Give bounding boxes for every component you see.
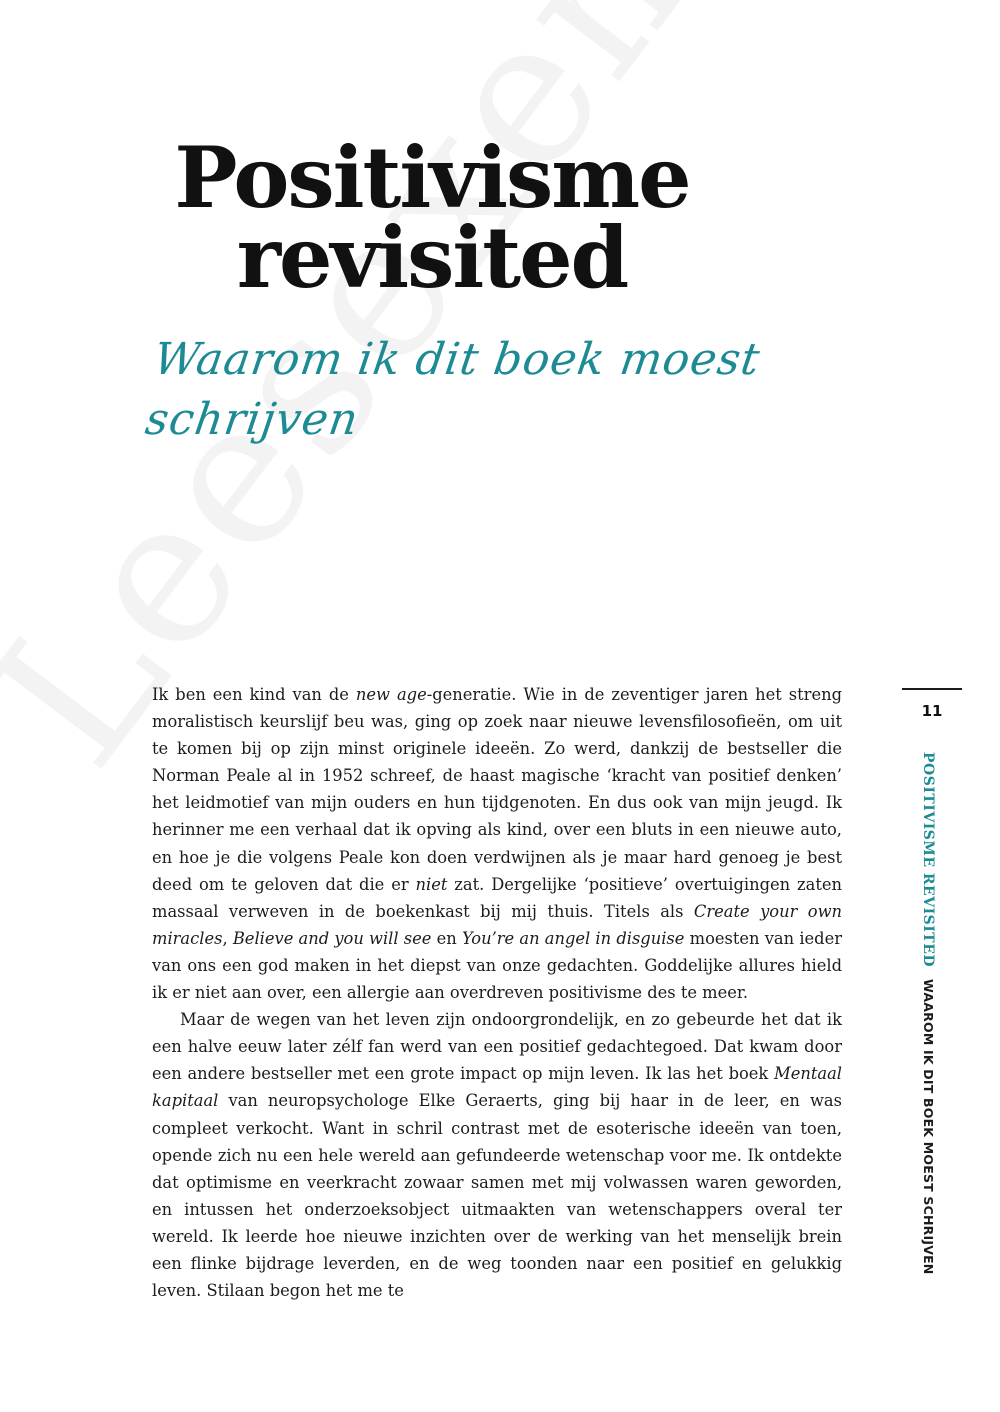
chapter-title [152,128,712,307]
chapter-subtitle: Waarom ik dit boek moest schrijven [142,334,764,445]
italic-run: Mentaal kapitaal [152,1064,842,1111]
italic-run: niet [415,874,448,894]
text-run: en [431,928,462,948]
text-run: -generatie. Wie in de zeventiger jaren het streng moralistisch keurslijf beu was, ging op zoek naar nieuwe levensfilosofieën, om uit te komen bij op zijn minst originele ideeën. Zo werd, dankzij de bestseller die Norman Peale al in 1952 schreef, de haast magische ‘kracht van positief denken’ het leidmotief van mijn ouders en hun tijdgenoten. En dus ook van mijn jeugd. Ik herinner me een verhaal dat ik opving als kind, over een bluts in een nieuwe auto, en hoe je die volgens Peale kon doen verdwijnen als je maar hard genoeg je best deed om te geloven dat die er [152,685,843,894]
chapter-title-line-2: revisited [236,208,628,307]
paragraph-1 [152,681,842,1006]
text-run: , [222,928,233,948]
text-run: van neuropsychologe Elke Geraerts, ging bij haar in de leer, en was compleet verkocht. Want in schril contrast met de esoterische ideeën van toen, opende zich nu een hele wereld aan gefundeerde wetenschap voor me. Ik ontdekte dat optimisme en veerkracht zowaar samen met mij volwassen waren geworden, en intussen het onderzoeksobject uitmaakten van wetenschappers overal ter wereld. Ik leerde hoe nieuwe inzichten over de werking van het menselijk brein een flinke bijdrage leverden, en de weg toonden naar een positief en gelukkig leven. Stilaan begon het me te [152,1091,842,1301]
body-text [152,681,842,1304]
text-run: zat. Dergelijke ‘positieve’ overtuigingen zaten massaal verweven in de boekenkast bij mij thuis. Titels als [152,874,842,921]
italic-run: Believe and you will see [232,928,432,948]
running-head [920,752,936,1275]
italic-run: You’re an angel in disguise [461,928,685,948]
running-head-title: POSITIVISME REVISITED [920,752,936,968]
italic-run: Create your own miracles [152,901,842,948]
page-number-rule [902,688,962,690]
text-run: Maar de wegen van het leven zijn ondoorgrondelijk, en zo gebeurde het dat ik een halve eeuw later zélf fan werd van een positief gedachtegoed. Dat kwam door een andere bestseller met een grote impact op mijn leven. Ik las het boek [152,1010,842,1084]
page-number: 11 [921,702,943,720]
italic-run: new age [355,685,427,704]
text-run: Ik ben een kind van de [152,685,356,704]
text-run: moesten van ieder van ons een god maken in het diepst van onze gedachten. Goddelijke allures hield ik er niet aan over, een allergie aan overdreven positivisme des te meer. [152,928,842,1003]
chapter-title-line-1: Positivisme [174,128,690,227]
running-head-subtitle: WAAROM IK DIT BOEK MOEST SCHRIJVEN [921,979,936,1275]
paragraph-2 [152,1006,842,1304]
